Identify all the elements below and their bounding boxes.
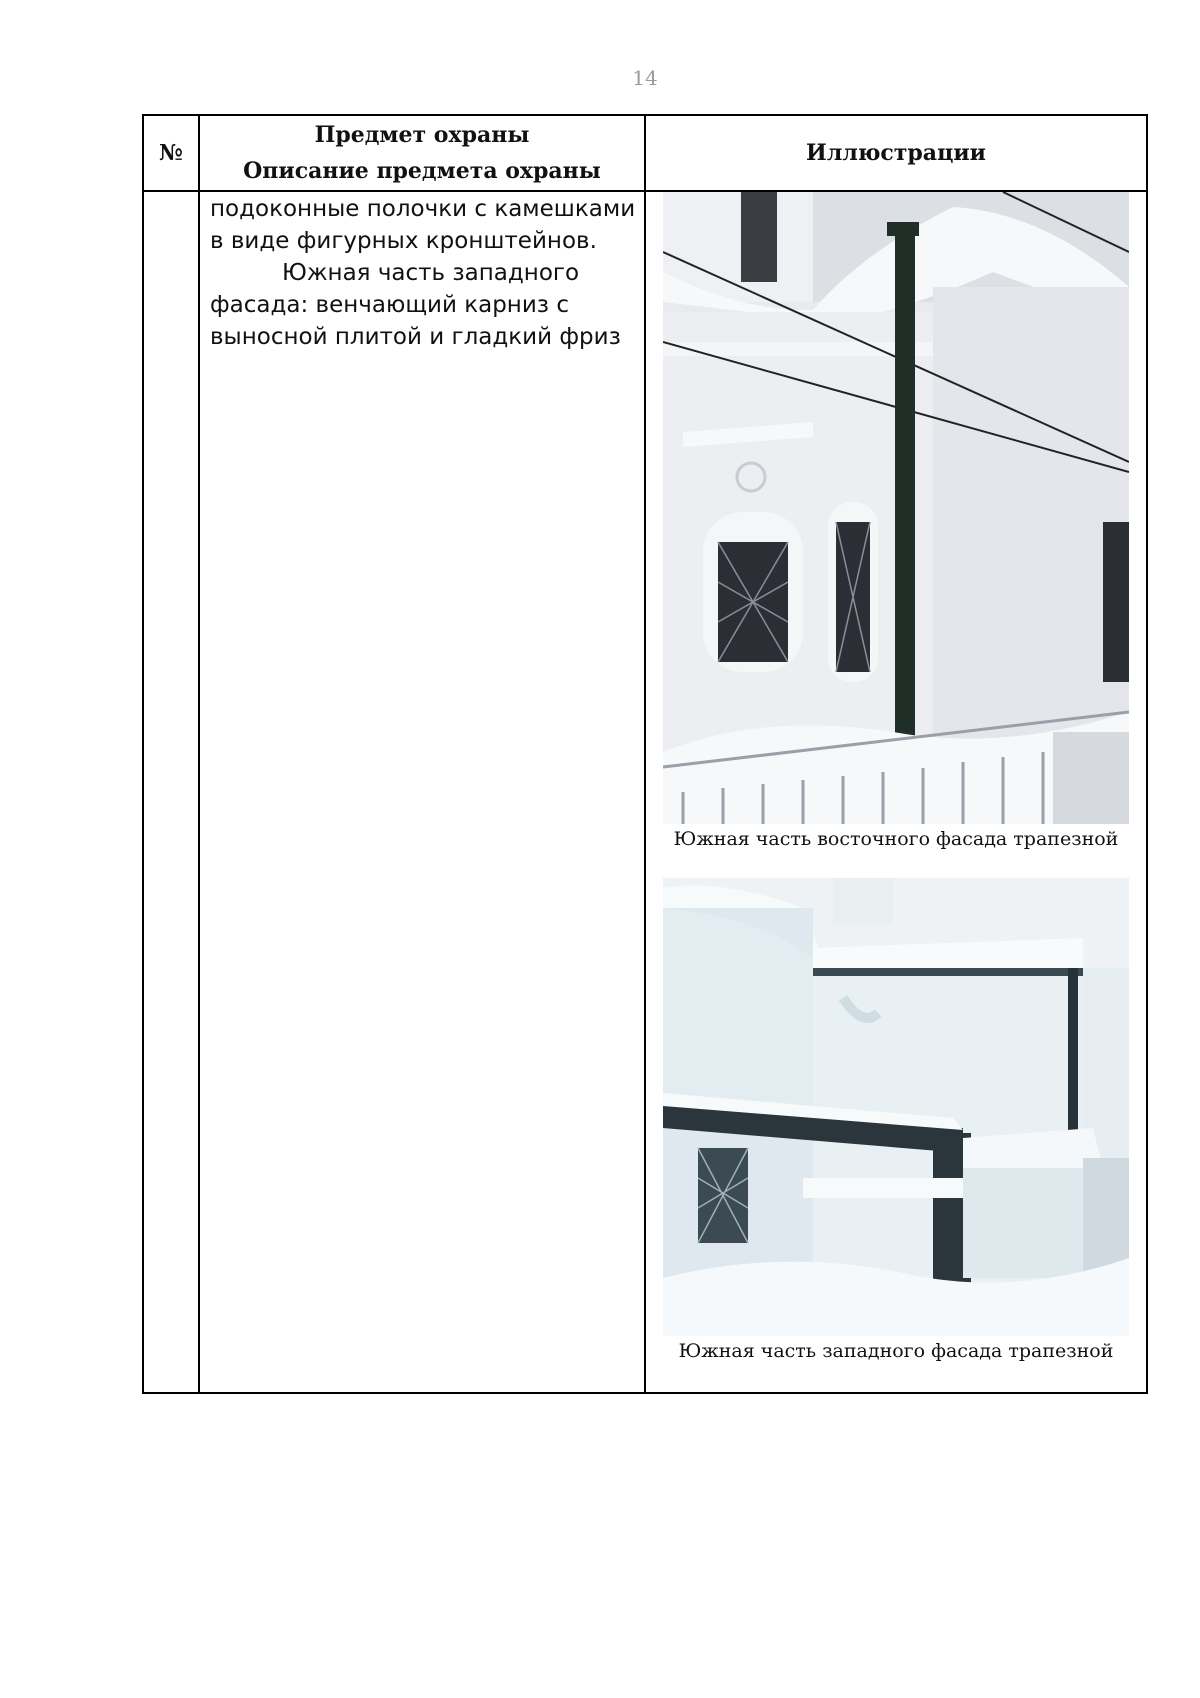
header-number: № [143,115,199,191]
row-illustrations-cell [645,191,1147,1393]
page-number: 14 [632,66,658,90]
description-paragraph-2: Южная часть западного фасада: венчающий карниз с выносной плитой и гладкий фриз [210,260,621,350]
church-west-facade-photo [663,878,1129,1336]
table-row [143,191,1147,1393]
figure-east-facade [663,192,1129,852]
header-subject-description: Описание предмета охраны [243,158,601,184]
figure-caption-west: Южная часть западного фасада трапезной [678,1340,1114,1362]
header-subject-title: Предмет охраны [314,122,530,148]
figure-west-facade [663,878,1129,1364]
protection-table [142,114,1148,1394]
row-description-cell [199,191,645,1393]
figure-caption-east: Южная часть восточного фасада трапезной [673,828,1119,850]
header-subject [199,115,645,191]
table-header-row [143,115,1147,191]
row-number-cell [143,191,199,1393]
church-east-facade-photo [663,192,1129,824]
description-paragraph-1: подоконные полочки с камешками в виде фигурных кронштейнов. [210,196,636,254]
header-illustrations: Иллюстрации [645,115,1147,191]
